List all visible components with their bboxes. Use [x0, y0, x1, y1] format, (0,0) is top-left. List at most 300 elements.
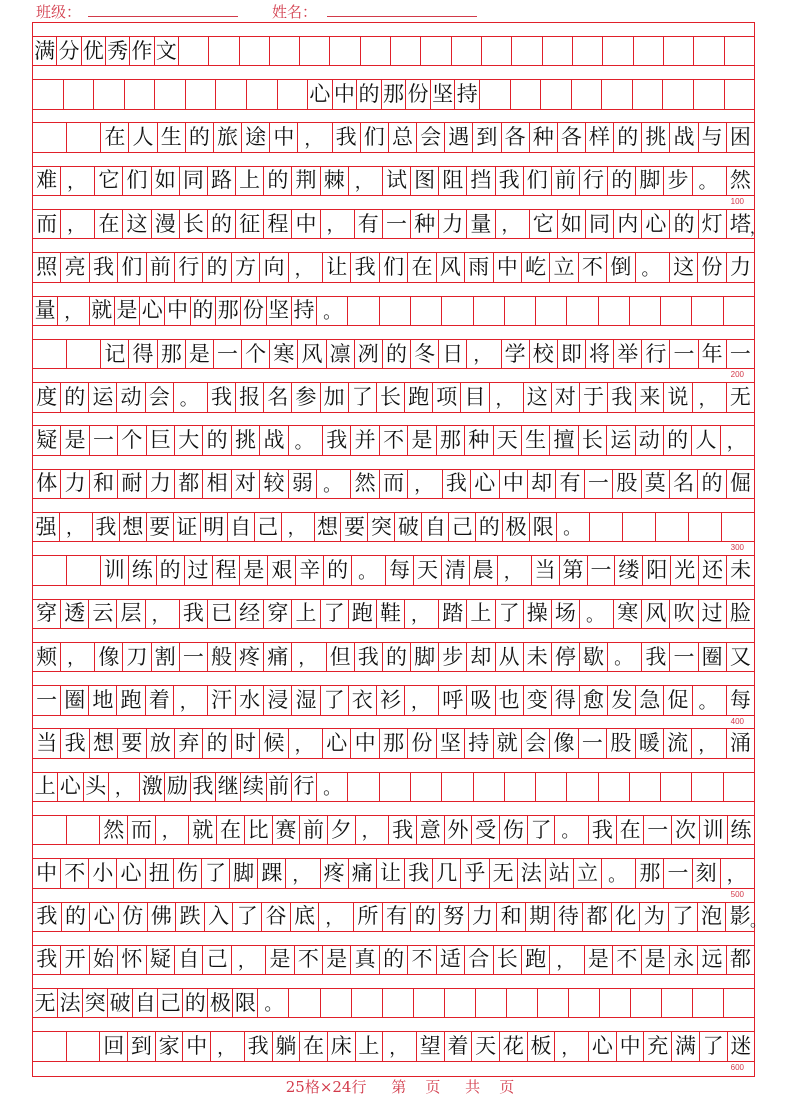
- grid-cell: 心: [308, 80, 333, 108]
- grid-row: [33, 643, 754, 672]
- grid-cell: 是: [115, 297, 140, 325]
- grid-cell: 怀: [118, 946, 146, 974]
- grid-cell: 限: [233, 989, 258, 1017]
- name-label: 姓名：: [272, 3, 318, 21]
- grid-cell: 晨: [470, 556, 498, 584]
- grid-cell: [289, 989, 320, 1017]
- grid-cell: [33, 80, 64, 108]
- grid-cell: ，: [61, 210, 95, 238]
- grid-cell: [125, 80, 156, 108]
- grid-cell: 中: [292, 210, 320, 238]
- grid-cell: 突: [368, 513, 395, 541]
- grid-cell: 法: [518, 859, 546, 887]
- grid-cell: [505, 773, 536, 801]
- grid-cell: 跑: [405, 383, 433, 411]
- grid-cell: 上: [467, 600, 495, 628]
- grid-cell: [33, 123, 67, 151]
- grid-cell: 较: [260, 470, 288, 498]
- grid-cell: ，: [174, 686, 208, 714]
- grid-cell: 继: [216, 773, 241, 801]
- grid-cell: 不: [613, 946, 641, 974]
- grid-cell: 报: [236, 383, 264, 411]
- grid-cell: 的: [191, 297, 216, 325]
- grid-cell: [278, 80, 309, 108]
- grid-cell: 我: [642, 643, 670, 671]
- grid-cell: 的: [61, 383, 89, 411]
- grid-cell: 一: [588, 556, 616, 584]
- grid-cell: [689, 513, 722, 541]
- grid-cell: 持: [465, 729, 493, 757]
- grid-cell: 疑: [33, 426, 61, 454]
- grid-cell: ，: [319, 903, 354, 931]
- grid-cell: 浸: [264, 686, 292, 714]
- grid-cell: 说: [664, 383, 692, 411]
- grid-cell: [421, 37, 451, 65]
- grid-cell: 的: [183, 989, 208, 1017]
- grid-cell: 秀: [106, 37, 130, 65]
- grid-cell: [67, 340, 101, 368]
- char-count-marker: 500: [730, 889, 744, 899]
- grid-cell: 我: [180, 600, 208, 628]
- grid-cell: [623, 513, 656, 541]
- grid-cell: 动: [636, 426, 664, 454]
- grid-cell: 满: [33, 37, 57, 65]
- grid-cell: 。: [693, 167, 727, 195]
- grid-cell: [33, 340, 67, 368]
- grid-cell: 躺: [273, 1032, 301, 1060]
- grid-cell: 流: [664, 729, 692, 757]
- grid-cell: 心: [642, 210, 670, 238]
- grid-cell: 样: [586, 123, 614, 151]
- grid-cell: 操: [524, 600, 552, 628]
- grid-cell: 心: [90, 903, 119, 931]
- grid-cell: 程: [264, 210, 292, 238]
- grid-cell: 待: [555, 903, 584, 931]
- grid-cell: 发: [608, 686, 636, 714]
- grid-cell: 一: [33, 686, 61, 714]
- grid-cell: ，: [383, 1032, 417, 1060]
- grid-cell: 一: [729, 341, 751, 366]
- grid-cell: 即: [558, 340, 586, 368]
- char-count-marker: 600: [730, 1062, 744, 1072]
- grid-cell: 风: [642, 600, 670, 628]
- grid-cell: 了: [496, 600, 524, 628]
- grid-cell: ，: [321, 210, 355, 238]
- grid-cell: 满: [672, 1032, 700, 1060]
- grid-cell: 在: [408, 253, 436, 281]
- grid-cell: 我: [323, 426, 351, 454]
- grid-cell: 中: [183, 1032, 211, 1060]
- grid-cell: 。: [317, 297, 348, 325]
- grid-cell: [725, 80, 755, 108]
- grid-cell: 天: [494, 426, 522, 454]
- grid-cell: 然: [100, 816, 128, 844]
- grid-cell: 都: [175, 470, 203, 498]
- grid-cell: 地: [89, 686, 117, 714]
- grid-cell: 。: [693, 686, 727, 714]
- grid-cell: 明: [201, 513, 228, 541]
- grid-cell: 站: [546, 859, 574, 887]
- grid-cell: 中: [33, 859, 61, 887]
- grid-cell: 步: [664, 167, 692, 195]
- grid-cell: 举: [614, 340, 642, 368]
- grid-cell: [247, 80, 278, 108]
- grid-cell: 路: [208, 167, 236, 195]
- grid-cell: 中: [270, 123, 298, 151]
- grid-cell: 像: [95, 643, 123, 671]
- grid-cell: 分: [57, 37, 81, 65]
- grid-cell: 的: [614, 123, 642, 151]
- grid-cell: 们: [123, 167, 151, 195]
- grid-cell: 远: [698, 946, 726, 974]
- grid-cell: 迷: [730, 1034, 752, 1059]
- grid-cell: 擅: [550, 426, 578, 454]
- grid-cell: 挡: [467, 167, 495, 195]
- grid-cell: 泡: [698, 903, 727, 931]
- grid-cell: 漫: [152, 210, 180, 238]
- grid-cell: 都: [729, 947, 751, 972]
- grid-cell: 这: [670, 253, 698, 281]
- grid-cell: 的: [670, 210, 698, 238]
- grid-cell: 努: [440, 903, 469, 931]
- grid-cell: 人: [129, 123, 157, 151]
- grid-cell: 运: [607, 426, 635, 454]
- grid-row: [33, 513, 754, 542]
- grid-cell: 跑: [117, 686, 145, 714]
- grid-cell: [330, 37, 360, 65]
- grid-cell: 寒: [270, 340, 298, 368]
- grid-cell: ，: [349, 167, 383, 195]
- grid-row: [33, 297, 754, 326]
- grid-cell: [599, 297, 630, 325]
- grid-cell: 不: [579, 253, 607, 281]
- grid-cell: 真: [351, 946, 379, 974]
- grid-cell: [240, 37, 270, 65]
- grid-cell: 头: [84, 773, 109, 801]
- grid-cell: 证: [174, 513, 201, 541]
- grid-cell: [155, 80, 186, 108]
- grid-cell: 限: [530, 513, 557, 541]
- grid-cell: 过: [185, 556, 213, 584]
- grid-cell: 不: [380, 426, 408, 454]
- grid-cell: 激: [140, 773, 165, 801]
- grid-cell: 鞋: [377, 600, 405, 628]
- grid-cell: [33, 1032, 67, 1060]
- grid-cell: 期: [526, 903, 555, 931]
- grid-cell: 所: [354, 903, 383, 931]
- grid-cell: [692, 297, 723, 325]
- grid-cell: 塔 ，: [729, 211, 766, 238]
- grid-cell: ，: [211, 1032, 245, 1060]
- grid-cell: [361, 37, 391, 65]
- grid-cell: 各: [558, 123, 586, 151]
- grid-cell: ，: [146, 600, 180, 628]
- grid-cell: 要: [118, 729, 146, 757]
- grid-cell: 于: [580, 383, 608, 411]
- grid-row: [33, 37, 754, 66]
- grid-cell: [694, 37, 724, 65]
- grid-cell: 内: [614, 210, 642, 238]
- gap-row: [33, 239, 754, 253]
- grid-cell: 当: [532, 556, 560, 584]
- grid-cell: 灯: [699, 210, 727, 238]
- grid-cell: 度: [33, 383, 61, 411]
- grid-cell: 脚: [636, 167, 664, 195]
- grid-cell: 我: [245, 1032, 273, 1060]
- grid-spec: 25格×24行: [285, 1078, 367, 1096]
- grid-cell: [67, 1032, 101, 1060]
- grid-cell: 长: [579, 426, 607, 454]
- grid-cell: 我: [589, 816, 617, 844]
- grid-cell: 经: [236, 600, 264, 628]
- grid-cell: ，: [156, 816, 190, 844]
- grid-cell: 凛: [327, 340, 355, 368]
- gap-row: [33, 1018, 754, 1032]
- grid-cell: 不: [408, 946, 436, 974]
- grid-cell: 长: [180, 210, 208, 238]
- grid-cell: 让: [377, 859, 405, 887]
- grid-cell: 我: [496, 167, 524, 195]
- grid-cell: 穿: [33, 600, 61, 628]
- grid-cell: 有: [383, 903, 412, 931]
- grid-row: [33, 729, 754, 758]
- grid-cell: 永: [670, 946, 698, 974]
- grid-cell: 是: [240, 556, 268, 584]
- grid-cell: 圈: [699, 643, 727, 671]
- grid-cell: 踏: [439, 600, 467, 628]
- grid-cell: 练: [730, 817, 752, 842]
- grid-cell: 那: [437, 426, 465, 454]
- grid-cell: [664, 37, 694, 65]
- grid-cell: 自: [228, 513, 255, 541]
- grid-cell: 个: [242, 340, 270, 368]
- grid-cell: 己: [203, 946, 231, 974]
- char-count-marker: 200: [730, 370, 744, 380]
- grid-cell: 那: [380, 729, 408, 757]
- grid-cell: 极: [503, 513, 530, 541]
- grid-cell: 吹: [670, 600, 698, 628]
- grid-cell: ，: [58, 297, 89, 325]
- gap-row: [33, 1062, 754, 1076]
- grid-cell: 风: [298, 340, 326, 368]
- grid-cell: 的: [264, 167, 292, 195]
- grid-cell: 想: [120, 513, 147, 541]
- grid-cell: 的: [203, 729, 231, 757]
- grid-cell: 我: [33, 903, 62, 931]
- grid-cell: 训: [700, 816, 728, 844]
- grid-cell: 战: [260, 426, 288, 454]
- grid-cell: 天: [414, 556, 442, 584]
- grid-cell: 试: [383, 167, 411, 195]
- grid-cell: 外: [445, 816, 473, 844]
- class-field[interactable]: [88, 16, 238, 17]
- grid-cell: 行: [175, 253, 203, 281]
- grid-cell: 一: [90, 426, 118, 454]
- grid-row: [33, 816, 754, 845]
- grid-cell: 。: [580, 600, 614, 628]
- grid-cell: 征: [236, 210, 264, 238]
- gap-row: [33, 326, 754, 340]
- grid-cell: 了: [528, 816, 556, 844]
- grid-cell: [630, 297, 661, 325]
- grid-cell: 。: [317, 470, 351, 498]
- grid-cell: 将: [586, 340, 614, 368]
- grid-cell: 汗: [208, 686, 236, 714]
- grid-cell: 天: [472, 1032, 500, 1060]
- grid-cell: [321, 989, 352, 1017]
- grid-cell: 伤: [174, 859, 202, 887]
- grid-cell: 在: [101, 123, 129, 151]
- grid-cell: 作: [130, 37, 154, 65]
- grid-cell: 挑: [232, 426, 260, 454]
- grid-cell: 目: [461, 383, 489, 411]
- grid-cell: 它: [530, 210, 558, 238]
- grid-cell: 疼: [321, 859, 349, 887]
- grid-cell: ，: [298, 123, 332, 151]
- grid-cell: 心: [323, 729, 351, 757]
- grid-cell: 心: [140, 297, 165, 325]
- grid-cell: [411, 297, 442, 325]
- grid-cell: 。: [174, 383, 208, 411]
- grid-cell: 就: [189, 816, 217, 844]
- gap-row: [33, 499, 754, 513]
- grid-cell: 刻: [693, 859, 721, 887]
- grid-cell: 我: [351, 253, 379, 281]
- grid-cell: [661, 773, 692, 801]
- grid-cell: ，: [292, 643, 326, 671]
- composition-grid: [32, 22, 767, 1077]
- gap-row: [33, 802, 754, 816]
- grid-cell: 却: [467, 643, 495, 671]
- grid-cell: 跑: [522, 946, 550, 974]
- grid-cell: 跑: [349, 600, 377, 628]
- grid-row: [33, 1032, 754, 1061]
- grid-cell: 们: [380, 253, 408, 281]
- grid-cell: 了: [349, 383, 377, 411]
- grid-cell: [724, 773, 754, 801]
- grid-cell: 了: [202, 859, 230, 887]
- grid-cell: 与: [699, 123, 727, 151]
- gap-row: [33, 153, 754, 167]
- grid-cell: 记: [101, 340, 129, 368]
- grid-cell: 遇: [445, 123, 473, 151]
- grid-cell: [380, 773, 411, 801]
- grid-cell: 。: [352, 556, 386, 584]
- grid-cell: [94, 80, 125, 108]
- grid-cell: 艰: [268, 556, 296, 584]
- grid-cell: 立: [550, 253, 578, 281]
- grid-cell: [634, 37, 664, 65]
- grid-cell: 还: [699, 556, 727, 584]
- grid-cell: 光: [671, 556, 699, 584]
- grid-cell: 阳: [643, 556, 671, 584]
- grid-cell: 方: [232, 253, 260, 281]
- grid-cell: 底: [291, 903, 320, 931]
- grid-cell: 痛: [349, 859, 377, 887]
- grid-cell: 生: [522, 426, 550, 454]
- grid-cell: 它: [95, 167, 123, 195]
- grid-cell: 颊: [33, 643, 61, 671]
- grid-cell: [536, 773, 567, 801]
- grid-cell: 急: [636, 686, 664, 714]
- grid-cell: 荆: [292, 167, 320, 195]
- grid-cell: 未: [730, 557, 752, 582]
- grid-cell: 运: [89, 383, 117, 411]
- footer: [0, 1076, 800, 1097]
- grid-cell: 续: [241, 773, 266, 801]
- grid-cell: 了: [669, 903, 698, 931]
- grid-cell: 们: [524, 167, 552, 195]
- grid-cell: 同: [586, 210, 614, 238]
- grid-cell: 圈: [61, 686, 89, 714]
- grid-cell: ，: [467, 340, 501, 368]
- grid-row: [33, 123, 754, 152]
- grid-cell: 着: [445, 1032, 473, 1060]
- grid-cell: [567, 773, 598, 801]
- name-field[interactable]: [327, 16, 477, 17]
- grid-cell: 脚: [411, 643, 439, 671]
- grid-cell: 突: [83, 989, 108, 1017]
- grid-cell: 名: [264, 383, 292, 411]
- grid-cell: 而: [128, 816, 156, 844]
- grid-cell: 。: [602, 859, 636, 887]
- grid-cell: 割: [152, 643, 180, 671]
- grid-cell: [600, 989, 631, 1017]
- grid-row: [33, 859, 754, 888]
- grid-cell: 未: [524, 643, 552, 671]
- grid-cell: ，: [61, 167, 95, 195]
- grid-cell: 了: [700, 1032, 728, 1060]
- grid-cell: 想: [90, 729, 118, 757]
- grid-cell: [64, 80, 95, 108]
- grid-cell: 的: [357, 80, 382, 108]
- grid-cell: ，: [692, 729, 726, 757]
- grid-cell: 耐: [118, 470, 146, 498]
- gap-row: [33, 66, 754, 80]
- grid-cell: 前: [300, 816, 328, 844]
- grid-cell: 那: [382, 80, 407, 108]
- grid-cell: 会: [146, 383, 174, 411]
- grid-cell: 力: [729, 254, 751, 279]
- grid-cell: 我: [333, 123, 361, 151]
- grid-cell: 在: [300, 1032, 328, 1060]
- grid-cell: 歇: [580, 643, 608, 671]
- grid-cell: 己: [449, 513, 476, 541]
- grid-cell: 谷: [262, 903, 291, 931]
- grid-row: [33, 946, 754, 975]
- grid-cell: 的: [203, 253, 231, 281]
- grid-cell: 一: [670, 643, 698, 671]
- grid-cell: 脚: [230, 859, 258, 887]
- grid-cell: 无: [33, 989, 58, 1017]
- grid-cell: [724, 989, 754, 1017]
- grid-cell: 风: [437, 253, 465, 281]
- grid-cell: 我: [355, 643, 383, 671]
- grid-cell: 无: [729, 384, 751, 409]
- grid-cell: ，: [405, 600, 439, 628]
- grid-cell: [630, 773, 661, 801]
- grid-cell: 前: [147, 253, 175, 281]
- grid-cell: ，: [282, 513, 315, 541]
- grid-cell: 行: [642, 340, 670, 368]
- grid-cell: 湿: [292, 686, 320, 714]
- grid-cell: [567, 297, 598, 325]
- grid-cell: 变: [524, 686, 552, 714]
- grid-row: [33, 340, 754, 369]
- grid-cell: [452, 37, 482, 65]
- grid-cell: 的: [411, 903, 440, 931]
- grid-cell: 持: [455, 80, 480, 108]
